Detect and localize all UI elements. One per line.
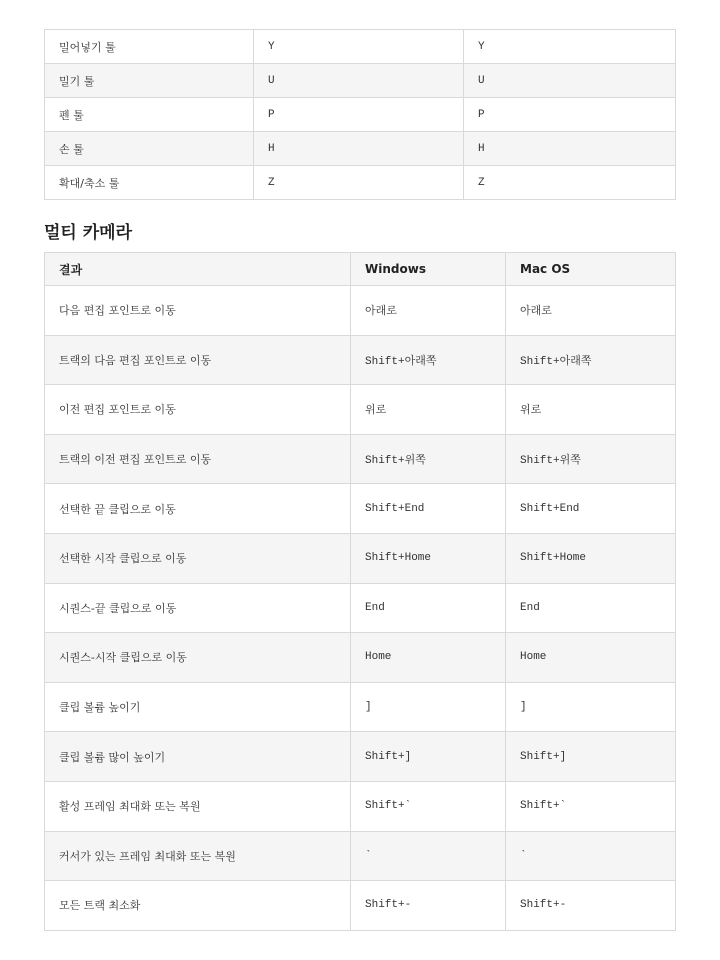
mac-shortcut: ] bbox=[506, 682, 676, 732]
result-cell: 선택한 시작 클립으로 이동 bbox=[45, 533, 351, 583]
mac-shortcut: ` bbox=[506, 831, 676, 881]
windows-shortcut: P bbox=[254, 98, 464, 132]
windows-shortcut: Y bbox=[254, 30, 464, 64]
table-row bbox=[45, 98, 676, 132]
windows-shortcut: U bbox=[254, 64, 464, 98]
result-cell: 트랙의 이전 편집 포인트로 이동 bbox=[45, 434, 351, 484]
tool-name: 밀기 툴 bbox=[45, 64, 254, 98]
column-header-result: 결과 bbox=[45, 253, 351, 286]
table-row bbox=[45, 132, 676, 166]
mac-shortcut: Shift+아래쪽 bbox=[506, 335, 676, 385]
mac-shortcut: P bbox=[464, 98, 676, 132]
mac-shortcut: Shift+] bbox=[506, 732, 676, 782]
result-cell: 모든 트랙 최소화 bbox=[45, 881, 351, 931]
table-row bbox=[45, 335, 676, 385]
windows-shortcut: 위로 bbox=[351, 385, 506, 435]
result-cell: 트랙의 다음 편집 포인트로 이동 bbox=[45, 335, 351, 385]
table-row bbox=[45, 831, 676, 881]
table-row bbox=[45, 385, 676, 435]
mac-shortcut: 아래로 bbox=[506, 286, 676, 336]
mac-shortcut: H bbox=[464, 132, 676, 166]
windows-shortcut: Shift+End bbox=[351, 484, 506, 534]
windows-shortcut: Shift+- bbox=[351, 881, 506, 931]
table-row bbox=[45, 286, 676, 336]
table-row bbox=[45, 533, 676, 583]
windows-shortcut: 아래로 bbox=[351, 286, 506, 336]
windows-shortcut: Shift+] bbox=[351, 732, 506, 782]
mac-shortcut: Home bbox=[506, 633, 676, 683]
table-row bbox=[45, 166, 676, 200]
windows-shortcut: Shift+` bbox=[351, 781, 506, 831]
mac-shortcut: 위로 bbox=[506, 385, 676, 435]
result-cell: 시퀀스-시작 클립으로 이동 bbox=[45, 633, 351, 683]
result-cell: 시퀀스-끝 클립으로 이동 bbox=[45, 583, 351, 633]
windows-shortcut: H bbox=[254, 132, 464, 166]
table-row bbox=[45, 633, 676, 683]
result-cell: 다음 편집 포인트로 이동 bbox=[45, 286, 351, 336]
table-row bbox=[45, 64, 676, 98]
windows-shortcut: Home bbox=[351, 633, 506, 683]
windows-shortcut: Z bbox=[254, 166, 464, 200]
tool-name: 손 툴 bbox=[45, 132, 254, 166]
tools-shortcut-table bbox=[44, 29, 676, 200]
result-cell: 클립 볼륨 많이 높이기 bbox=[45, 732, 351, 782]
mac-shortcut: Shift+` bbox=[506, 781, 676, 831]
multicamera-shortcut-table bbox=[44, 252, 676, 931]
mac-shortcut: End bbox=[506, 583, 676, 633]
table-row bbox=[45, 434, 676, 484]
table-row bbox=[45, 732, 676, 782]
table-row bbox=[45, 781, 676, 831]
result-cell: 커서가 있는 프레임 최대화 또는 복원 bbox=[45, 831, 351, 881]
table-row bbox=[45, 583, 676, 633]
result-cell: 클립 볼륨 높이기 bbox=[45, 682, 351, 732]
column-header-windows: Windows bbox=[351, 253, 506, 286]
windows-shortcut: Shift+Home bbox=[351, 533, 506, 583]
table-row bbox=[45, 30, 676, 64]
mac-shortcut: U bbox=[464, 64, 676, 98]
windows-shortcut: End bbox=[351, 583, 506, 633]
mac-shortcut: Z bbox=[464, 166, 676, 200]
section-heading: 멀티 카메라 bbox=[44, 223, 133, 243]
tool-name: 펜 툴 bbox=[45, 98, 254, 132]
table-row bbox=[45, 682, 676, 732]
tool-name: 밀어넣기 툴 bbox=[45, 30, 254, 64]
mac-shortcut: Shift+- bbox=[506, 881, 676, 931]
windows-shortcut: Shift+아래쪽 bbox=[351, 335, 506, 385]
windows-shortcut: ] bbox=[351, 682, 506, 732]
result-cell: 선택한 끝 클립으로 이동 bbox=[45, 484, 351, 534]
mac-shortcut: Shift+Home bbox=[506, 533, 676, 583]
mac-shortcut: Shift+위쪽 bbox=[506, 434, 676, 484]
tool-name: 확대/축소 툴 bbox=[45, 166, 254, 200]
windows-shortcut: ` bbox=[351, 831, 506, 881]
mac-shortcut: Y bbox=[464, 30, 676, 64]
windows-shortcut: Shift+위쪽 bbox=[351, 434, 506, 484]
column-header-mac: Mac OS bbox=[506, 253, 676, 286]
table-header-row bbox=[45, 253, 676, 286]
result-cell: 이전 편집 포인트로 이동 bbox=[45, 385, 351, 435]
table-row bbox=[45, 881, 676, 931]
table-row bbox=[45, 484, 676, 534]
mac-shortcut: Shift+End bbox=[506, 484, 676, 534]
result-cell: 활성 프레임 최대화 또는 복원 bbox=[45, 781, 351, 831]
